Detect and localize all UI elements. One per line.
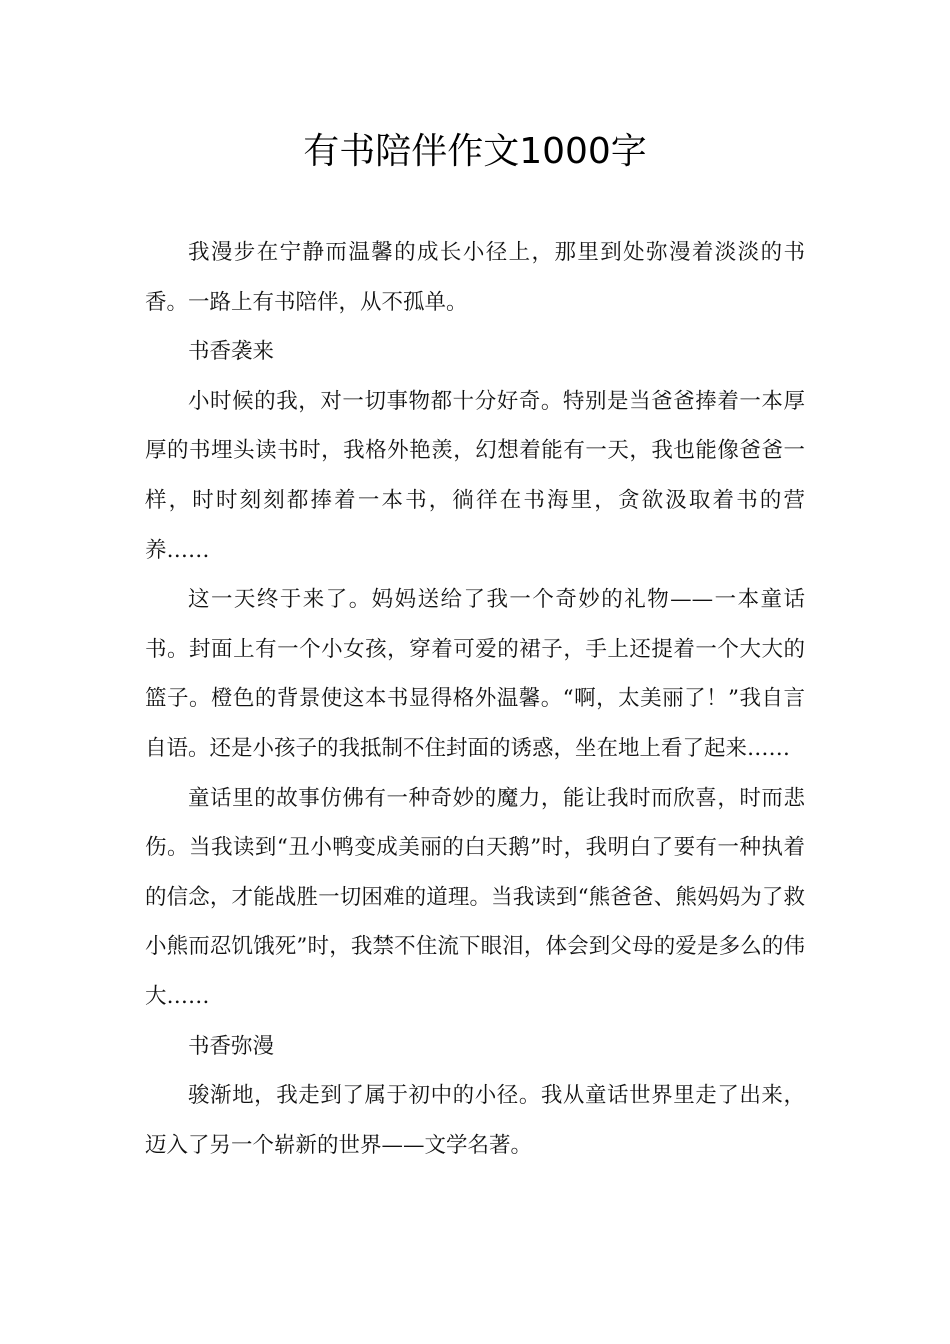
section-heading: 书香弥漫 (188, 1033, 275, 1059)
paragraph-intro: 我漫步在宁静而温馨的成长小径上，那里到处弥漫着淡淡的书香。一路上有书陪伴，从不孤单。 (145, 240, 805, 315)
page-title: 有书陪伴作文1000字 (303, 131, 647, 172)
paragraph: 童话里的故事仿佛有一种奇妙的魔力，能让我时而欣喜，时而悲伤。当我读到“丑小鸭变成美丽的白天鹅”时，我明白了要有一种执着的信念，才能战胜一切困难的道理。当我读到“熊爸爸、熊妈妈为了救小熊而忍饥饿死”时，我禁不住流下眼泪，体会到父母的爱是多么的伟大…… (145, 785, 805, 1009)
section-heading: 书香袭来 (188, 339, 275, 365)
paragraph: 小时候的我，对一切事物都十分好奇。特别是当爸爸捧着一本厚厚的书埋头读书时，我格外艳羡，幻想着能有一天，我也能像爸爸一样，时时刻刻都捧着一本书，徜徉在书海里，贪欲汲取着书的营养…… (145, 388, 805, 563)
document-body (145, 228, 805, 1170)
paragraph: 骏渐地，我走到了属于初中的小径。我从童话世界里走了出来，迈入了另一个崭新的世界——文学名著。 (145, 1083, 805, 1158)
paragraph: 这一天终于来了。妈妈送给了我一个奇妙的礼物——一本童话书。封面上有一个小女孩，穿着可爱的裙子，手上还提着一个大大的篮子。橙色的背景使这本书显得格外温馨。“啊，太美丽了！”我自言自语。还是小孩子的我抵制不住封面的诱惑，坐在地上看了起来…… (145, 587, 805, 761)
